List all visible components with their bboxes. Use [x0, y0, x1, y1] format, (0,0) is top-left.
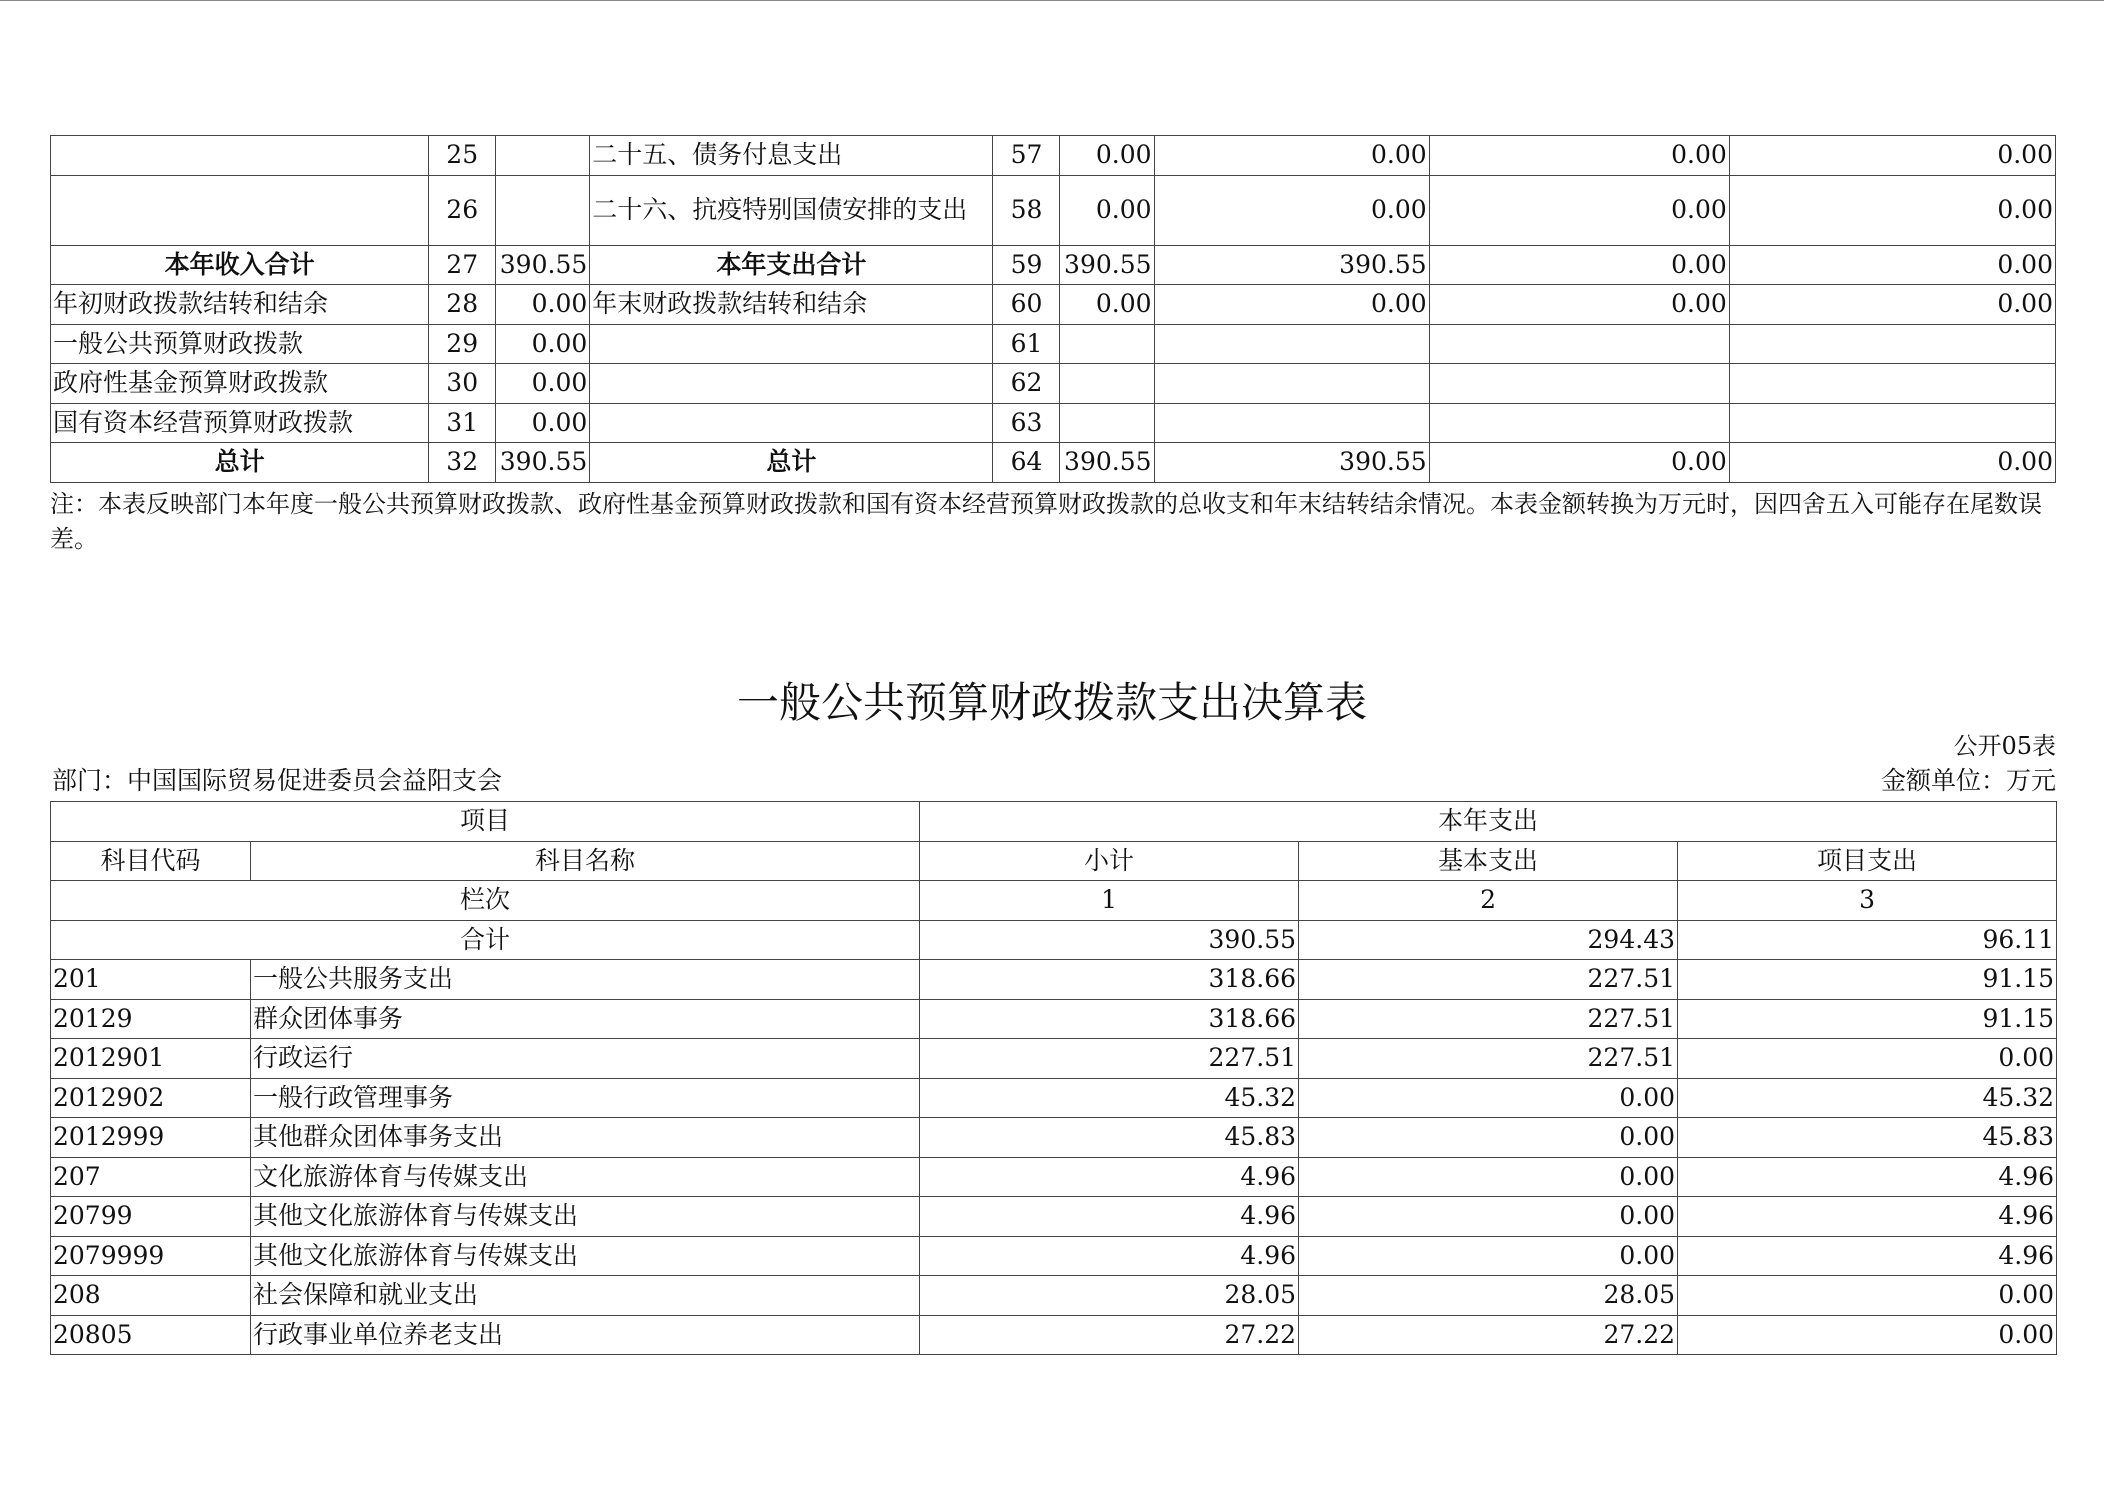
expense-item-label: 总计: [590, 443, 993, 483]
subject-name: 行政事业单位养老支出: [251, 1315, 920, 1355]
table-row: [51, 1078, 2057, 1118]
expense-item-label: 本年支出合计: [590, 245, 993, 285]
expense-line-number: 59: [993, 245, 1060, 285]
expense-item-label: [590, 403, 993, 443]
expense-amount-col3: 0.00: [1429, 285, 1729, 325]
project-expenditure-amount: 0.00: [1678, 1276, 2057, 1316]
income-amount: 0.00: [496, 324, 590, 364]
income-amount: 0.00: [496, 285, 590, 325]
header-subtotal: 小计: [920, 841, 1299, 881]
expense-amount-col3: 0.00: [1429, 175, 1729, 245]
expense-amount-col3: [1429, 364, 1729, 404]
subject-code: 2012999: [51, 1118, 251, 1158]
basic-expenditure-amount: 0.00: [1299, 1197, 1678, 1237]
project-expenditure-amount: 45.32: [1678, 1078, 2057, 1118]
table-row: [51, 1118, 2057, 1158]
table-row: [51, 999, 2057, 1039]
table-note: 注：本表反映部门本年度一般公共预算财政拨款、政府性基金预算财政拨款和国有资本经营预算财政拨款的总收支和年末结转结余情况。本表金额转换为万元时，因四舍五入可能存在尾数误差。: [50, 490, 2042, 553]
subject-name: 群众团体事务: [251, 999, 920, 1039]
expense-amount-col2: 390.55: [1154, 443, 1429, 483]
header-col-2: 2: [1299, 881, 1678, 921]
expense-amount-col4: 0.00: [1729, 136, 2055, 176]
expense-amount-col1: 0.00: [1060, 175, 1154, 245]
department-label: 部门：中国国际贸易促进委员会益阳支会: [52, 766, 503, 795]
expense-amount-col4: 0.00: [1729, 443, 2055, 483]
subject-code: 20805: [51, 1315, 251, 1355]
subject-name: 其他文化旅游体育与传媒支出: [251, 1236, 920, 1276]
subject-code: 207: [51, 1157, 251, 1197]
project-expenditure-amount: 4.96: [1678, 1197, 2057, 1237]
income-amount: 0.00: [496, 364, 590, 404]
expense-amount-col3: 0.00: [1429, 136, 1729, 176]
table-row: [51, 1157, 2057, 1197]
basic-expenditure-amount: 0.00: [1299, 1118, 1678, 1158]
income-line-number: 30: [429, 364, 496, 404]
expense-line-number: 57: [993, 136, 1060, 176]
income-item-label: 国有资本经营预算财政拨款: [51, 403, 429, 443]
expense-amount-col2: [1154, 324, 1429, 364]
subject-code: 20799: [51, 1197, 251, 1237]
table-row: [51, 403, 2056, 443]
header-basic: 基本支出: [1299, 841, 1678, 881]
expenditure-table: [50, 801, 2057, 1355]
income-item-label: 政府性基金预算财政拨款: [51, 364, 429, 404]
income-amount: [496, 175, 590, 245]
total-row: [51, 920, 2057, 960]
project-expenditure-amount: 91.15: [1678, 960, 2057, 1000]
header-col-1: 1: [920, 881, 1299, 921]
header-project-expenditure: 项目支出: [1678, 841, 2057, 881]
subtotal-amount: 4.96: [920, 1157, 1299, 1197]
income-amount: [496, 136, 590, 176]
top-border-line: [0, 0, 2104, 1]
total-project-expenditure: 96.11: [1678, 920, 2057, 960]
subtotal-amount: 318.66: [920, 999, 1299, 1039]
table-row: [51, 1236, 2057, 1276]
amount-unit-label: 金额单位：万元: [1880, 766, 2056, 795]
basic-expenditure-amount: 27.22: [1299, 1315, 1678, 1355]
table-row: [51, 1276, 2057, 1316]
income-item-label: [51, 175, 429, 245]
basic-expenditure-amount: 227.51: [1299, 999, 1678, 1039]
header-name: 科目名称: [251, 841, 920, 881]
table-row: [51, 1315, 2057, 1355]
table-row: [51, 364, 2056, 404]
expense-amount-col1: 0.00: [1060, 285, 1154, 325]
subtotal-amount: 318.66: [920, 960, 1299, 1000]
expense-amount-col3: [1429, 403, 1729, 443]
income-item-label: 总计: [51, 443, 429, 483]
header-project: 项目: [51, 802, 920, 842]
expenditure-table-body: [51, 960, 2057, 1355]
expense-amount-col3: [1429, 324, 1729, 364]
basic-expenditure-amount: 0.00: [1299, 1236, 1678, 1276]
expenditure-table-header: [51, 802, 2057, 960]
header-code: 科目代码: [51, 841, 251, 881]
expense-amount-col1: 0.00: [1060, 136, 1154, 176]
page-title: 一般公共预算财政拨款支出决算表: [736, 678, 1367, 727]
subject-code: 20129: [51, 999, 251, 1039]
total-label: 合计: [51, 920, 920, 960]
expense-amount-col2: 0.00: [1154, 136, 1429, 176]
header-col-3: 3: [1678, 881, 2057, 921]
income-line-number: 31: [429, 403, 496, 443]
expense-amount-col4: 0.00: [1729, 245, 2055, 285]
expense-amount-col4: 0.00: [1729, 285, 2055, 325]
project-expenditure-amount: 91.15: [1678, 999, 2057, 1039]
subtotal-amount: 4.96: [920, 1236, 1299, 1276]
income-line-number: 32: [429, 443, 496, 483]
subject-name: 文化旅游体育与传媒支出: [251, 1157, 920, 1197]
expense-amount-col2: 0.00: [1154, 285, 1429, 325]
income-line-number: 28: [429, 285, 496, 325]
expense-amount-col1: 390.55: [1060, 443, 1154, 483]
expense-item-label: 二十六、抗疫特别国债安排的支出: [590, 175, 993, 245]
income-line-number: 25: [429, 136, 496, 176]
table-row: [51, 443, 2056, 483]
subtotal-amount: 227.51: [920, 1039, 1299, 1079]
subtotal-amount: 4.96: [920, 1197, 1299, 1237]
basic-expenditure-amount: 28.05: [1299, 1276, 1678, 1316]
income-item-label: 一般公共预算财政拨款: [51, 324, 429, 364]
subject-code: 2012901: [51, 1039, 251, 1079]
expense-item-label: 年末财政拨款结转和结余: [590, 285, 993, 325]
table-row: [51, 285, 2056, 325]
header-current-year: 本年支出: [920, 802, 2057, 842]
table-row: [51, 1039, 2057, 1079]
table-row: [51, 175, 2056, 245]
table-row: [51, 324, 2056, 364]
basic-expenditure-amount: 0.00: [1299, 1157, 1678, 1197]
income-item-label: 本年收入合计: [51, 245, 429, 285]
header-row-3: [51, 881, 2057, 921]
subject-code: 201: [51, 960, 251, 1000]
income-line-number: 26: [429, 175, 496, 245]
subject-name: 一般行政管理事务: [251, 1078, 920, 1118]
expense-line-number: 64: [993, 443, 1060, 483]
header-column-label: 栏次: [51, 881, 920, 921]
subject-code: 208: [51, 1276, 251, 1316]
expense-amount-col2: 390.55: [1154, 245, 1429, 285]
basic-expenditure-amount: 227.51: [1299, 1039, 1678, 1079]
total-subtotal: 390.55: [920, 920, 1299, 960]
table-row: [51, 960, 2057, 1000]
total-basic: 294.43: [1299, 920, 1678, 960]
expense-line-number: 60: [993, 285, 1060, 325]
expense-item-label: [590, 364, 993, 404]
income-expense-summary-table: [50, 135, 2056, 483]
table-row: [51, 136, 2056, 176]
table-row: [51, 1197, 2057, 1237]
expense-amount-col4: [1729, 403, 2055, 443]
table-row: [51, 245, 2056, 285]
header-row-2: [51, 841, 2057, 881]
subject-name: 其他群众团体事务支出: [251, 1118, 920, 1158]
project-expenditure-amount: 0.00: [1678, 1315, 2057, 1355]
expense-amount-col1: [1060, 403, 1154, 443]
project-expenditure-amount: 0.00: [1678, 1039, 2057, 1079]
expense-amount-col4: 0.00: [1729, 175, 2055, 245]
subject-code: 2079999: [51, 1236, 251, 1276]
income-amount: 390.55: [496, 245, 590, 285]
summary-table-body: [51, 136, 2056, 483]
expense-amount-col4: [1729, 324, 2055, 364]
expense-amount-col4: [1729, 364, 2055, 404]
expense-amount-col3: 0.00: [1429, 245, 1729, 285]
income-line-number: 29: [429, 324, 496, 364]
table-number: 公开05表: [1953, 732, 2056, 760]
subtotal-amount: 28.05: [920, 1276, 1299, 1316]
subtotal-amount: 45.83: [920, 1118, 1299, 1158]
expense-line-number: 62: [993, 364, 1060, 404]
expense-amount-col2: [1154, 364, 1429, 404]
income-item-label: [51, 136, 429, 176]
expense-line-number: 61: [993, 324, 1060, 364]
expense-line-number: 63: [993, 403, 1060, 443]
expense-amount-col1: [1060, 324, 1154, 364]
subject-name: 社会保障和就业支出: [251, 1276, 920, 1316]
expense-amount-col1: [1060, 364, 1154, 404]
income-amount: 0.00: [496, 403, 590, 443]
expense-amount-col2: 0.00: [1154, 175, 1429, 245]
income-line-number: 27: [429, 245, 496, 285]
subject-name: 行政运行: [251, 1039, 920, 1079]
subtotal-amount: 45.32: [920, 1078, 1299, 1118]
expense-item-label: 二十五、债务付息支出: [590, 136, 993, 176]
income-amount: 390.55: [496, 443, 590, 483]
subject-name: 其他文化旅游体育与传媒支出: [251, 1197, 920, 1237]
header-row-1: [51, 802, 2057, 842]
subject-code: 2012902: [51, 1078, 251, 1118]
expense-line-number: 58: [993, 175, 1060, 245]
project-expenditure-amount: 4.96: [1678, 1157, 2057, 1197]
subject-name: 一般公共服务支出: [251, 960, 920, 1000]
basic-expenditure-amount: 0.00: [1299, 1078, 1678, 1118]
expense-item-label: [590, 324, 993, 364]
project-expenditure-amount: 45.83: [1678, 1118, 2057, 1158]
expense-amount-col3: 0.00: [1429, 443, 1729, 483]
subtotal-amount: 27.22: [920, 1315, 1299, 1355]
expense-amount-col1: 390.55: [1060, 245, 1154, 285]
basic-expenditure-amount: 227.51: [1299, 960, 1678, 1000]
income-item-label: 年初财政拨款结转和结余: [51, 285, 429, 325]
expense-amount-col2: [1154, 403, 1429, 443]
project-expenditure-amount: 4.96: [1678, 1236, 2057, 1276]
